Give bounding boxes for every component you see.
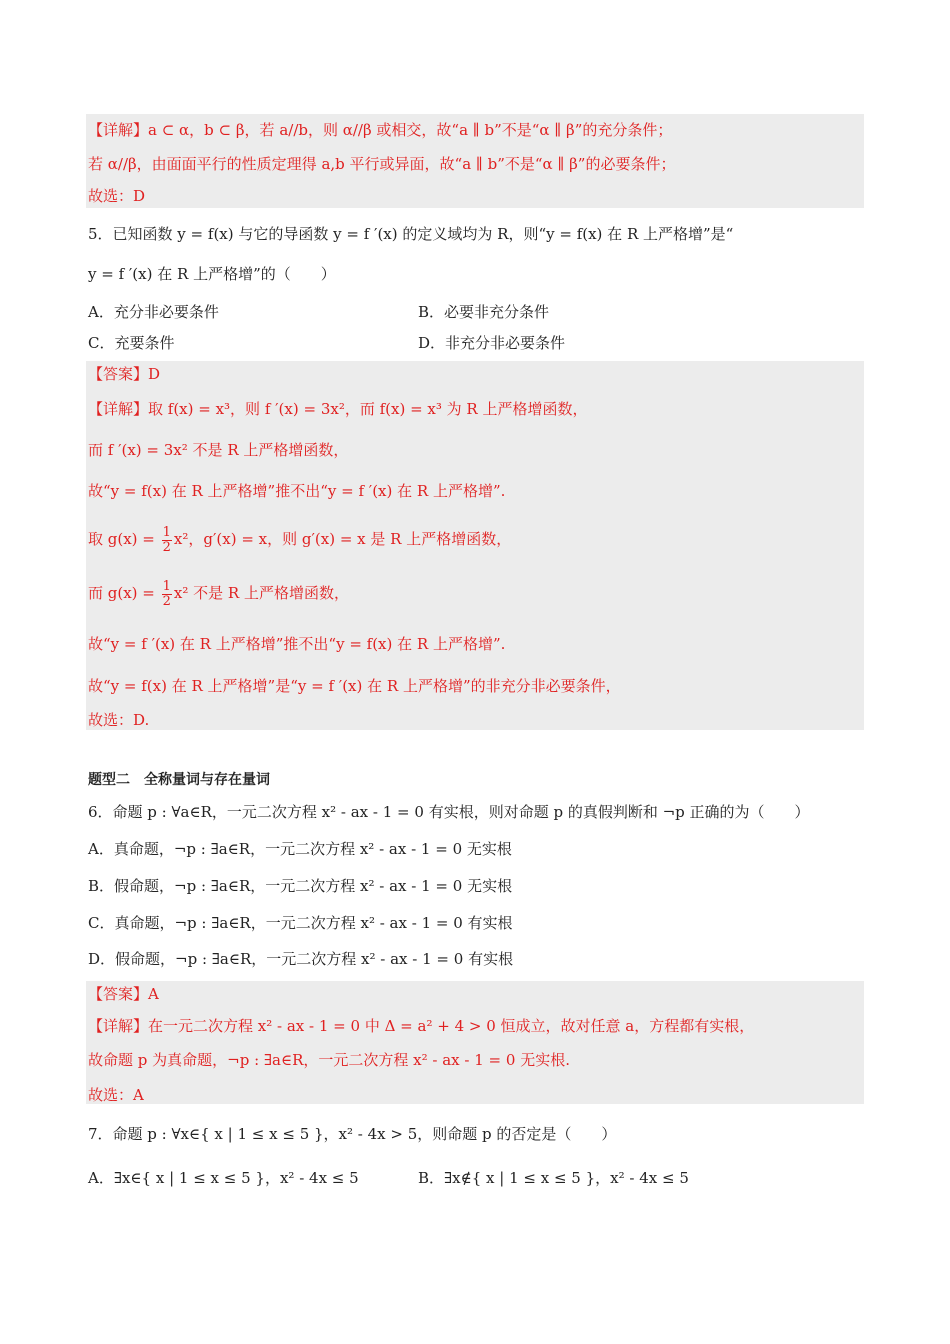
- q5-option-a: A．充分非必要条件: [88, 303, 219, 321]
- q6-option-b: B．假命题，¬p : ∃a∈R，一元二次方程 x² - ax - 1 = 0 无实根: [88, 877, 513, 895]
- q7-option-b: B．∃x∉{ x | 1 ≤ x ≤ 5 }，x² - 4x ≤ 5: [418, 1169, 689, 1187]
- q5-stem-line-1: 5．已知函数 y = f(x) 与它的导函数 y = f ′(x) 的定义域均为 R，则“y = f(x) 在 R 上严格增”是“: [88, 225, 734, 243]
- q5-detail-line-1: 【详解】取 f(x) = x³，则 f ′(x) = 3x²，而 f(x) = x³ 为 R 上严格增函数，: [88, 400, 588, 418]
- q6-option-d: D．假命题，¬p : ∃a∈R，一元二次方程 x² - ax - 1 = 0 有实根: [88, 950, 514, 968]
- q5-stem-line-2: y = f ′(x) 在 R 上严格增”的（ ）: [88, 265, 336, 283]
- q4-detail-line-1: 【详解】a ⊂ α，b ⊂ β，若 a//b，则 α//β 或相交，故“a ∥ b”不是“α ∥ β”的充分条件；: [88, 121, 673, 139]
- q7-stem: 7．命题 p : ∀x∈{ x | 1 ≤ x ≤ 5 }，x² - 4x > 5，则命题 p 的否定是（ ）: [88, 1125, 617, 1143]
- q5-g-not-tail: x² 不是 R 上严格增函数，: [173, 584, 349, 602]
- q5-answer: 【答案】D: [88, 365, 161, 383]
- q5-option-d: D．非充分非必要条件: [418, 334, 566, 352]
- q7-option-a: A．∃x∈{ x | 1 ≤ x ≤ 5 }，x² - 4x ≤ 5: [88, 1169, 359, 1187]
- q6-solution-box: [86, 981, 864, 1104]
- fraction-one-half: [162, 526, 172, 555]
- fraction-denominator: 2: [162, 593, 171, 609]
- fraction-numerator: 1: [162, 578, 171, 594]
- q6-detail-line-3: 故选：A: [88, 1086, 144, 1104]
- q5-g-def-lead: 取 g(x) =: [88, 530, 160, 548]
- q5-detail-line-5: [88, 576, 349, 610]
- q5-option-b: B．必要非充分条件: [418, 303, 550, 321]
- q5-detail-line-8: 故选：D.: [88, 711, 150, 729]
- fraction-one-half: [162, 580, 172, 609]
- q5-detail-line-4: [88, 522, 511, 556]
- q5-option-c: C．充要条件: [88, 334, 175, 352]
- fraction-denominator: 2: [162, 539, 171, 555]
- q6-detail-line-1: 【详解】在一元二次方程 x² - ax - 1 = 0 中 Δ = a² + 4 > 0 恒成立，故对任意 a，方程都有实根，: [88, 1017, 755, 1035]
- q4-detail-line-3: 故选：D: [88, 187, 146, 205]
- q5-detail-line-7: 故“y = f(x) 在 R 上严格增”是“y = f ′(x) 在 R 上严格增”的非充分非必要条件，: [88, 677, 621, 695]
- q4-detail-line-2: 若 α//β，由面面平行的性质定理得 a,b 平行或异面，故“a ∥ b”不是“α ∥ β”的必要条件；: [88, 155, 676, 173]
- q6-option-c: C．真命题，¬p : ∃a∈R，一元二次方程 x² - ax - 1 = 0 有实根: [88, 914, 513, 932]
- q6-option-a: A．真命题，¬p : ∃a∈R，一元二次方程 x² - ax - 1 = 0 无实根: [88, 840, 512, 858]
- section-heading: 题型二 全称量词与存在量词: [88, 772, 270, 788]
- q6-answer: 【答案】A: [88, 985, 159, 1003]
- q5-detail-line-2: 而 f ′(x) = 3x² 不是 R 上严格增函数，: [88, 441, 349, 459]
- fraction-numerator: 1: [162, 524, 171, 540]
- q6-detail-line-2: 故命题 p 为真命题，¬p : ∃a∈R，一元二次方程 x² - ax - 1 = 0 无实根.: [88, 1051, 570, 1069]
- q5-detail-line-6: 故“y = f ′(x) 在 R 上严格增”推不出“y = f(x) 在 R 上严格增”.: [88, 635, 506, 653]
- q6-stem: 6．命题 p : ∀a∈R，一元二次方程 x² - ax - 1 = 0 有实根，则对命题 p 的真假判断和 ¬p 正确的为（ ）: [88, 803, 810, 821]
- q5-g-def-tail: x²，g′(x) = x，则 g′(x) = x 是 R 上严格增函数，: [173, 530, 512, 548]
- q5-detail-line-3: 故“y = f(x) 在 R 上严格增”推不出“y = f ′(x) 在 R 上严格增”.: [88, 482, 506, 500]
- q5-g-not-lead: 而 g(x) =: [88, 584, 160, 602]
